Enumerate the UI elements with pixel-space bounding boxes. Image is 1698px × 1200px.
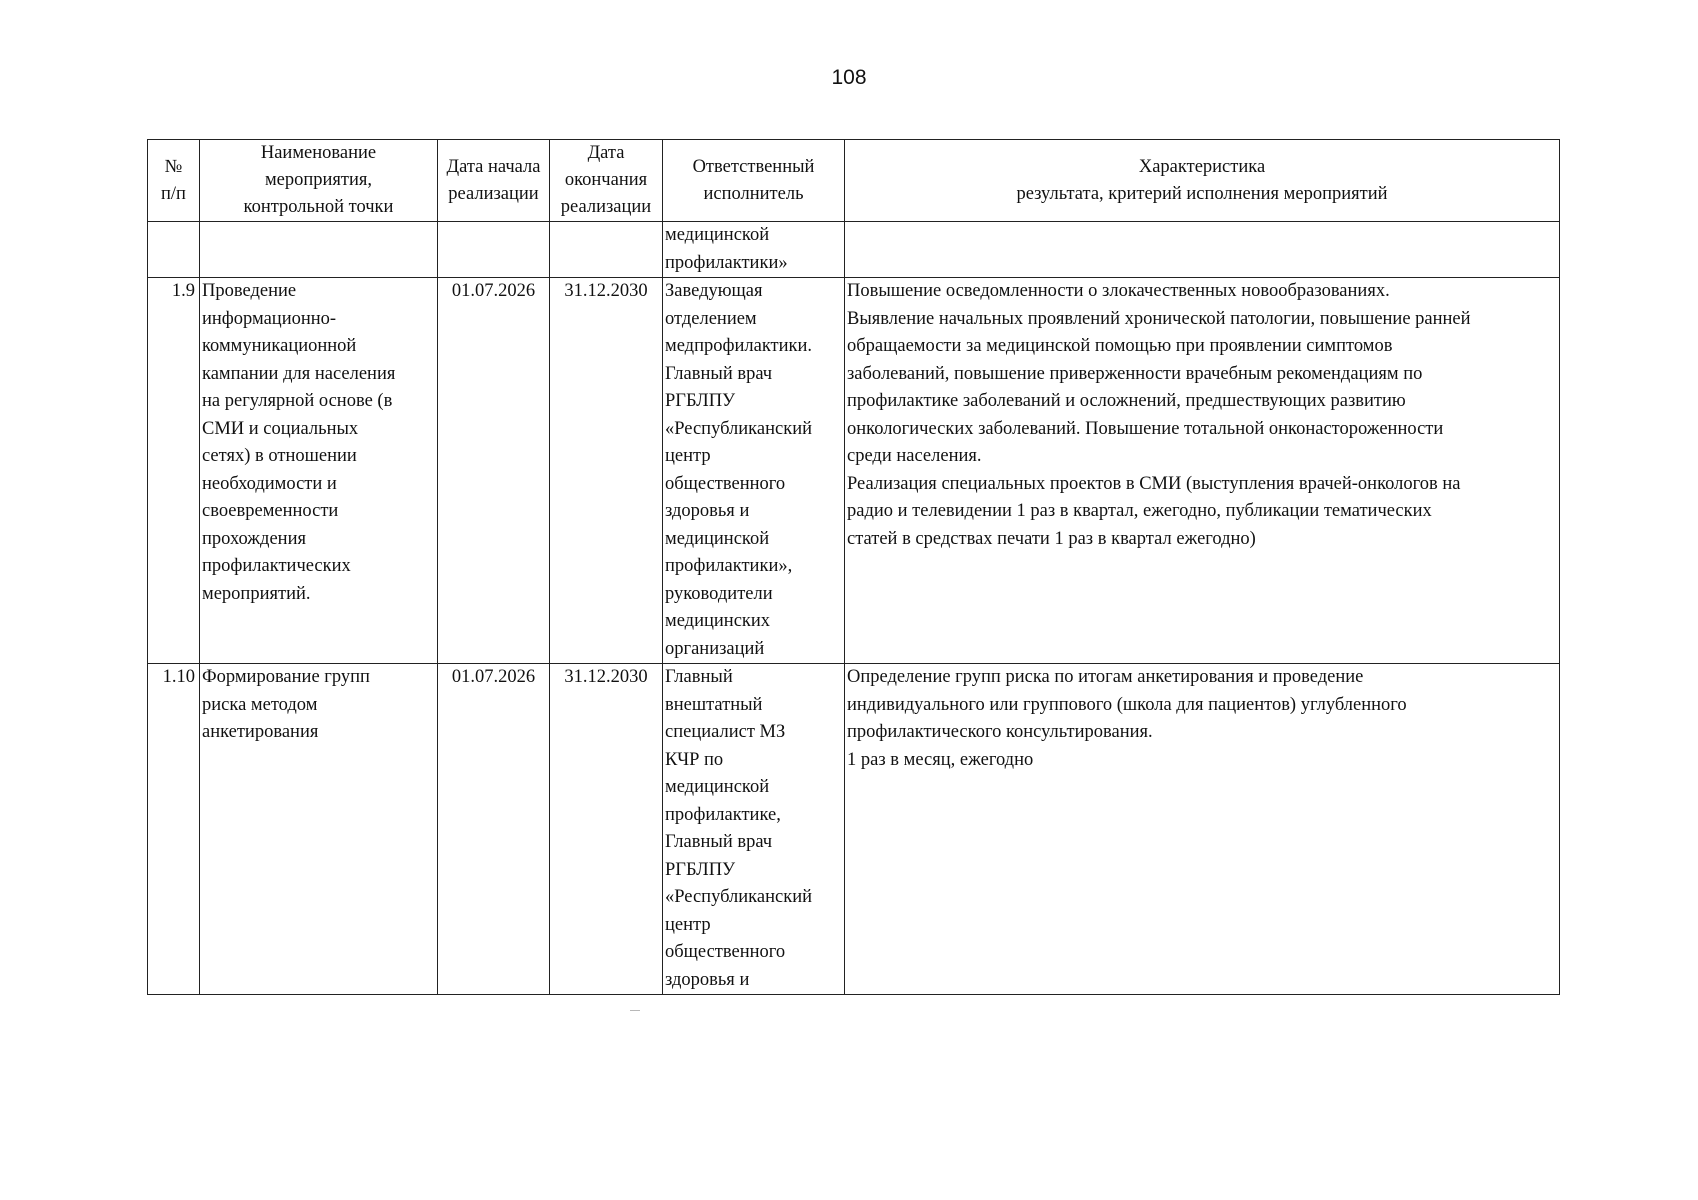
table-header [148,140,1560,222]
cell-measure-name: Формирование групп риска методом анкетирования [200,664,438,995]
cell-number: 1.9 [148,278,200,664]
header-row [148,140,1560,222]
cell-start-date [438,222,550,278]
header-result-characteristic: Характеристика результата, критерий исполнения мероприятий [845,140,1560,222]
cell-start-date: 01.07.2026 [438,278,550,664]
cell-end-date: 31.12.2030 [550,664,663,995]
cell-responsible: медицинской профилактики» [663,222,845,278]
measures-table [147,139,1560,995]
header-measure-name: Наименование мероприятия, контрольной точки [200,140,438,222]
table-row-continuation [148,222,1560,278]
header-end-date: Дата окончания реализации [550,140,663,222]
cell-responsible: Заведующая отделением медпрофилактики. Главный врач РГБЛПУ «Республиканский центр общественного здоровья и медицинской профилактики», руководители медицинских организаций [663,278,845,664]
cell-result: Повышение осведомленности о злокачественных новообразованиях. Выявление начальных проявлений хронической патологии, повышение ранней обращаемости за медицинской помощью при проявлении симптомов заболеваний, повышение приверженности врачебным рекомендациям по профилактике заболеваний и осложнений, предшествующих развитию онкологических заболеваний. Повышение тотальной онконастороженности среди населения. Реализация специальных проектов в СМИ (выступления врачей-онкологов на радио и телевидении 1 раз в квартал, ежегодно, публикации тематических статей в средствах печати 1 раз в квартал ежегодно) [845,278,1560,664]
page-number: 108 [831,66,867,89]
header-number: № п/п [148,140,200,222]
cell-number [148,222,200,278]
cell-start-date: 01.07.2026 [438,664,550,995]
cell-result [845,222,1560,278]
table-row [148,664,1560,995]
header-start-date: Дата начала реализации [438,140,550,222]
cell-measure-name: Проведение информационно- коммуникационной кампании для населения на регулярной основе (в СМИ и социальных сетях) в отношении необходимости и своевременности прохождения профилактических мероприятий. [200,278,438,664]
cell-responsible: Главный внештатный специалист МЗ КЧР по медицинской профилактике, Главный врач РГБЛПУ «Республиканский центр общественного здоровья и [663,664,845,995]
cell-number: 1.10 [148,664,200,995]
cell-measure-name [200,222,438,278]
table-body [148,222,1560,995]
header-responsible: Ответственный исполнитель [663,140,845,222]
scan-speck [630,1010,640,1011]
cell-end-date: 31.12.2030 [550,278,663,664]
table-row [148,278,1560,664]
cell-result: Определение групп риска по итогам анкетирования и проведение индивидуального или группового (школа для пациентов) углубленного профилактического консультирования. 1 раз в месяц, ежегодно [845,664,1560,995]
cell-end-date [550,222,663,278]
